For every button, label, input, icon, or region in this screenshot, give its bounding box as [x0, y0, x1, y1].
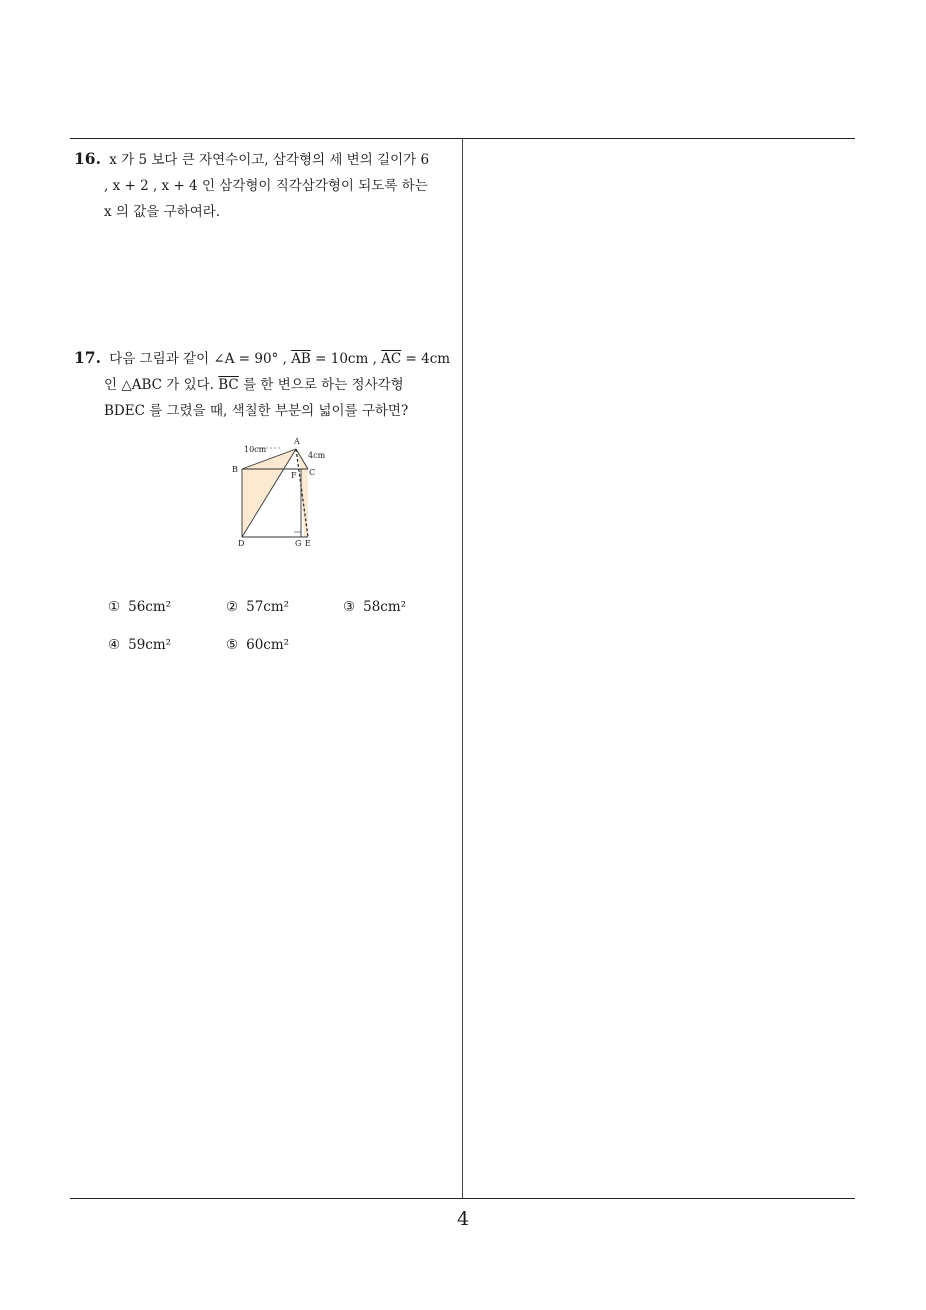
problem-text-line: , x + 2 , x + 4 인 삼각형이 직각삼각형이 되도록 하는	[104, 178, 428, 194]
choice-3[interactable]	[343, 599, 406, 615]
problem-text: 인 △ABC 가 있다.	[104, 377, 219, 393]
problem-text-line: x 의 값을 구하여라.	[104, 204, 221, 220]
problem-text: = 4cm	[401, 351, 451, 367]
segment-bc: $\overline{BC}$	[218, 377, 239, 393]
problem-text-line: x 가 5 보다 큰 자연수이고, 삼각형의 세 변의 길이가 6	[109, 152, 430, 168]
label-c: C	[309, 468, 316, 477]
page-number: 4	[456, 1208, 470, 1230]
label-d: D	[238, 539, 245, 548]
problem-number: 17.	[74, 348, 101, 367]
label-e: E	[305, 539, 311, 548]
choice-text: 58cm²	[363, 599, 407, 615]
choice-2[interactable]	[226, 599, 289, 615]
choice-text: 57cm²	[246, 599, 290, 615]
choice-text: 60cm²	[246, 637, 290, 653]
choice-mark: ②	[226, 599, 239, 615]
label-ab-length: 10cm	[244, 445, 267, 454]
choice-mark: ③	[343, 599, 356, 615]
problem-text-line: BDEC 를 그렸을 때, 색칠한 부분의 넓이를 구하면?	[104, 403, 409, 419]
label-g: G	[295, 539, 302, 548]
problem-number: 16.	[74, 149, 101, 168]
label-a: A	[294, 437, 300, 446]
choice-mark: ④	[108, 637, 121, 653]
choice-mark: ①	[108, 599, 121, 615]
problem-text: = 10cm ,	[310, 351, 382, 367]
choice-mark: ⑤	[226, 637, 239, 653]
segment-ac: $\overline{AC}$	[381, 351, 402, 367]
label-b: B	[232, 465, 238, 474]
choice-text: 59cm²	[128, 637, 172, 653]
label-f: F	[291, 471, 297, 480]
choice-1[interactable]	[108, 599, 171, 615]
choice-4[interactable]	[108, 637, 171, 653]
column-divider	[462, 139, 463, 1199]
segment-ab: $\overline{AB}$	[291, 351, 311, 367]
choice-5[interactable]	[226, 637, 289, 653]
geometry-figure	[228, 432, 338, 552]
problem-16	[74, 146, 456, 225]
problem-text: 를 한 변으로 하는 정사각형	[238, 377, 404, 393]
choice-text: 56cm²	[128, 599, 172, 615]
footer-rule	[70, 1198, 855, 1199]
problem-17	[74, 345, 456, 424]
problem-text: 다음 그림과 같이 ∠A = 90° ,	[109, 351, 292, 367]
label-ac-length: 4cm	[308, 451, 326, 460]
